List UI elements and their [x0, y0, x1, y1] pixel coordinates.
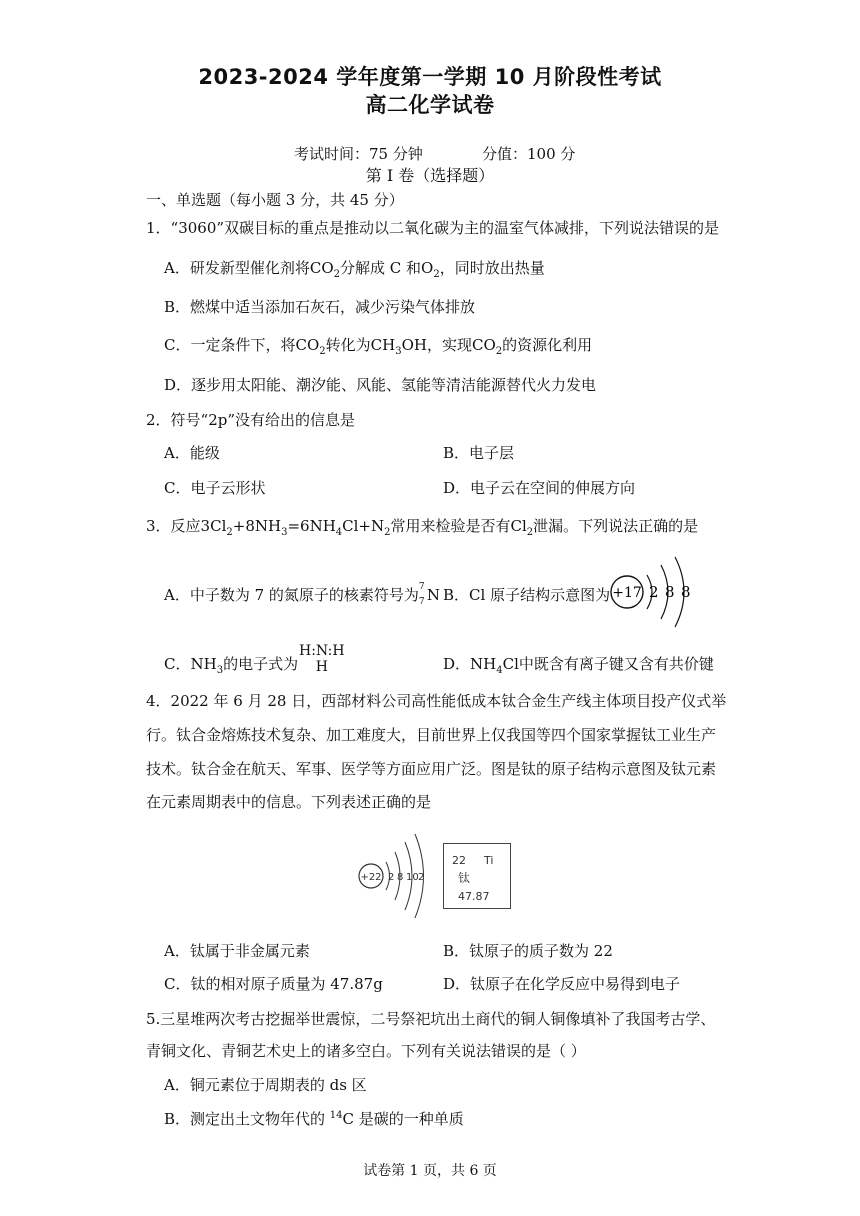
nucleus-charge: +22 [360, 872, 382, 883]
q5-option-a: A．铜元素位于周期表的 ds 区 [164, 1076, 367, 1094]
exam-time: 考试时间：75 分钟 [294, 145, 423, 163]
shell-electrons: 2 [388, 872, 395, 883]
q2-stem: 2．符号“2p”没有给出的信息是 [146, 411, 356, 429]
q4-stem-line2: 行。钛合金熔炼技术复杂、加工难度大，目前世界上仅我国等四个国家掌握钛工业生产 [146, 726, 717, 744]
shell-electrons: 8 [681, 583, 691, 601]
q3-equation: $3Cl_2+8NH_3=6NH_4Cl+N_2$ [200, 517, 391, 538]
q1-option-c: C．一定条件下，将$CO_2$转化为$CH_3OH$，实现$CO_2$的资源化利用 [164, 336, 593, 357]
q1-option-b: B．燃煤中适当添加石灰石，减少污染气体排放 [164, 298, 476, 316]
nucleus-charge: +17 [612, 585, 642, 601]
q3-stem: 3．反应$3Cl_2+8NH_3=6NH_4Cl+N_2$常用来检验是否有$Cl_2$泄漏。下列说法正确的是 [146, 517, 699, 538]
q1-stem: 1．“3060”双碳目标的重点是推动以二氧化碳为主的温室气体减排，下列说法错误的是 [146, 219, 720, 237]
ti-atom-structure-diagram [355, 828, 440, 923]
page-footer: 试卷第 1 页，共 6 页 [363, 1163, 497, 1179]
q4-option-d: D．钛原子在化学反应中易得到电子 [443, 975, 681, 993]
q5-option-b: B．测定出土文物年代的 $^{14}$C 是碳的一种单质 [164, 1110, 464, 1128]
shell-electrons: 2 [418, 872, 425, 883]
cl-atom-structure-diagram [605, 553, 695, 633]
exam-subtitle: 高二化学试卷 [365, 93, 495, 117]
element-symbol: Ti [484, 854, 494, 867]
q3-option-d: D．$NH_4Cl$中既含有离子键又含有共价键 [443, 655, 714, 676]
shell-electrons: 8 [397, 872, 404, 883]
q4-option-c: C．钛的相对原子质量为 47.87g [164, 975, 383, 993]
q4-option-b: B．钛原子的质子数为 22 [443, 942, 613, 960]
q4-stem-line3: 技术。钛合金在航天、军事、医学等方面应用广泛。图是钛的原子结构示意图及钛元素 [146, 760, 717, 778]
q4-stem-line1: 4．2022 年 6 月 28 日，西部材料公司高性能低成本钛合金生产线主体项目投产仪式举 [146, 692, 727, 710]
q1-option-d: D．逐步用太阳能、潮汐能、风能、氢能等清洁能源替代火力发电 [164, 376, 597, 394]
element-name: 钛 [458, 871, 471, 885]
section-heading: 一、单选题（每小题 3 分，共 45 分） [146, 191, 404, 209]
volume-heading: 第 I 卷（选择题） [365, 166, 495, 185]
q1-option-a: A．研发新型催化剂将$CO_2$分解成 C 和$O_2$，同时放出热量 [164, 259, 545, 280]
q5-stem-line2: 青铜文化、青铜艺术史上的诸多空白。下列有关说法错误的是（ ） [146, 1042, 586, 1060]
q2-option-a: A．能级 [164, 444, 220, 462]
atomic-mass: 47.87 [458, 890, 490, 903]
q3-option-b-label: B．Cl 原子结构示意图为 [443, 586, 611, 604]
atomic-number: 22 [452, 854, 466, 867]
q4-option-a: A．钛属于非金属元素 [164, 942, 310, 960]
shell-electrons: 10 [406, 872, 419, 883]
q5-stem-line1: 5.三星堆两次考古挖掘举世震惊，二号祭祀坑出土商代的铜人铜像填补了我国考古学、 [146, 1010, 716, 1028]
nuclide-scripts: 7 7 [418, 581, 425, 607]
q3-option-c: C．$NH_3$的电子式为 [164, 655, 299, 676]
exam-score: 分值：100 分 [482, 145, 576, 163]
ti-periodic-table-cell [443, 843, 511, 909]
q2-option-d: D．电子云在空间的伸展方向 [443, 479, 636, 497]
q3-option-a: A．中子数为 7 的氮原子的核素符号为 7 7 N [164, 581, 441, 607]
shell-electrons: 2 [649, 583, 659, 601]
nh3-lewis-structure: H:N:H H [299, 643, 345, 675]
shell-electrons: 8 [665, 583, 675, 601]
q2-option-c: C．电子云形状 [164, 479, 266, 497]
exam-title: 2023-2024 学年度第一学期 10 月阶段性考试 [198, 65, 662, 89]
q4-stem-line4: 在元素周期表中的信息。下列表述正确的是 [146, 793, 432, 811]
q2-option-b: B．电子层 [443, 444, 515, 462]
